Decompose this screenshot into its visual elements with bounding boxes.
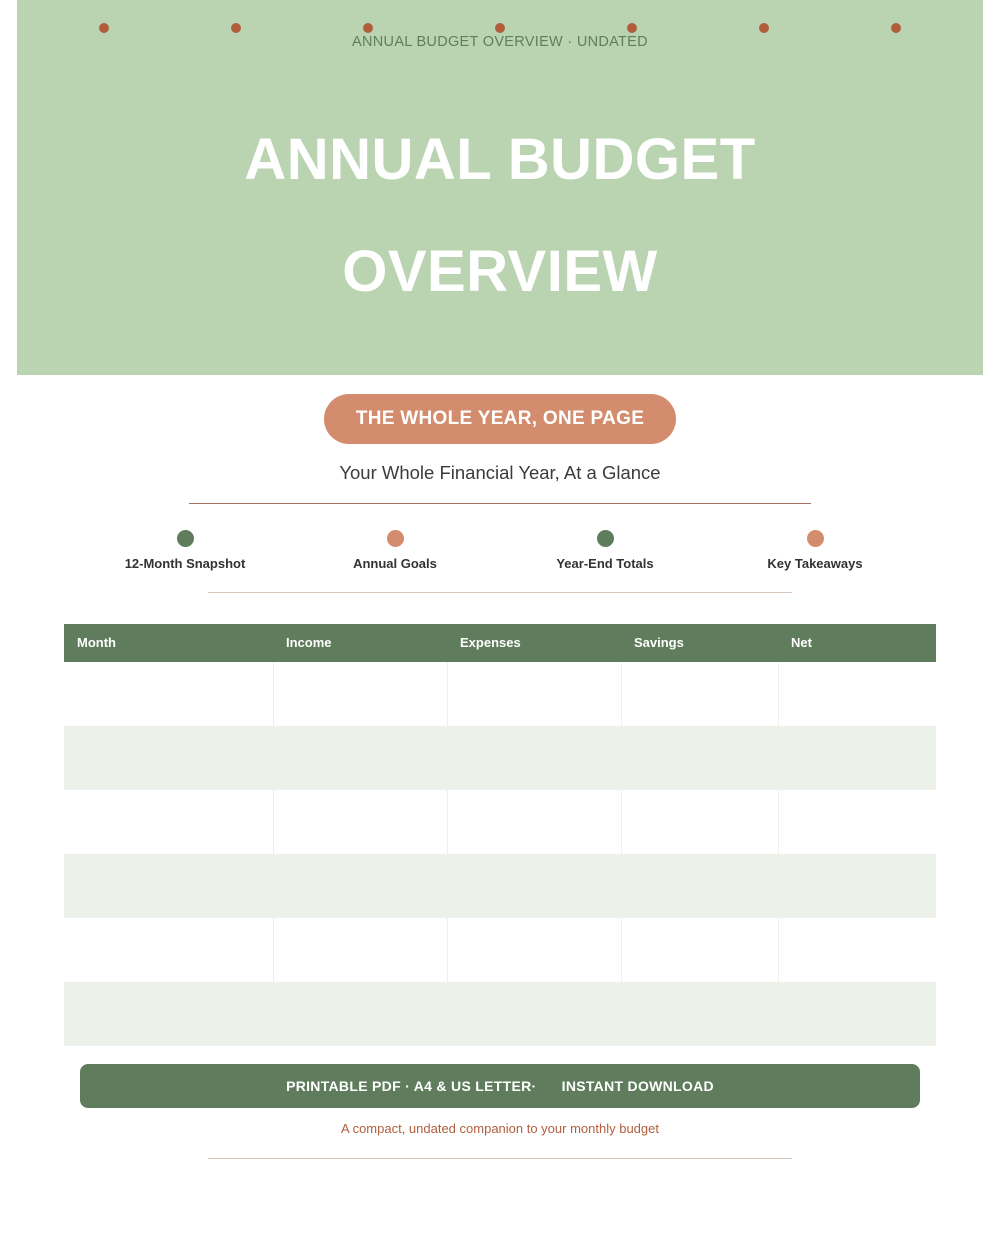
table-row (64, 982, 936, 1046)
decorative-dot (495, 23, 505, 33)
decorative-dot (99, 23, 109, 33)
cell-divider (273, 918, 274, 982)
feature-dot-icon (807, 530, 824, 547)
feature-annual-goals (285, 530, 505, 571)
column-header-savings: Savings (634, 635, 684, 650)
divider (189, 503, 811, 504)
feature-key-takeaways (705, 530, 925, 571)
cell-divider (778, 662, 779, 726)
cell-divider (621, 918, 622, 982)
cell-divider (621, 662, 622, 726)
table-row (64, 790, 936, 854)
tagline: A compact, undated companion to your monthly budget (341, 1121, 659, 1136)
decorative-dot (231, 23, 241, 33)
format-banner (80, 1064, 920, 1108)
eyebrow-text: ANNUAL BUDGET OVERVIEW · UNDATED (352, 34, 648, 50)
decorative-dot (759, 23, 769, 33)
cell-divider (621, 790, 622, 854)
decorative-dot-row (17, 23, 983, 33)
decorative-dot (627, 23, 637, 33)
cell-divider (447, 662, 448, 726)
feature-12-month-snapshot (75, 530, 295, 571)
feature-label: 12-Month Snapshot (124, 556, 246, 571)
highlight-pill: THE WHOLE YEAR, ONE PAGE (324, 394, 676, 444)
cell-divider (447, 790, 448, 854)
column-header-net: Net (791, 635, 812, 650)
feature-label: Year-End Totals (556, 556, 654, 571)
page-title-line-1: ANNUAL BUDGET (244, 127, 756, 192)
table-row (64, 726, 936, 790)
column-header-month: Month (77, 635, 116, 650)
column-header-income: Income (286, 635, 332, 650)
table-row (64, 662, 936, 726)
divider (208, 592, 792, 593)
decorative-dot (891, 23, 901, 33)
decorative-dot (363, 23, 373, 33)
banner-format-text: PRINTABLE PDF · A4 & US LETTER· (286, 1078, 537, 1094)
table-row (64, 918, 936, 982)
page-title (17, 104, 983, 328)
feature-label: Key Takeaways (767, 556, 863, 571)
feature-year-end-totals (495, 530, 715, 571)
cell-divider (273, 662, 274, 726)
hero-header (17, 0, 983, 375)
page-title-line-2: OVERVIEW (342, 239, 658, 304)
budget-table-header (64, 624, 936, 662)
divider (208, 1158, 792, 1159)
column-header-expenses: Expenses (460, 635, 521, 650)
cell-divider (447, 918, 448, 982)
banner-download-text: INSTANT DOWNLOAD (561, 1078, 714, 1094)
feature-dot-icon (597, 530, 614, 547)
cell-divider (778, 918, 779, 982)
table-row (64, 854, 936, 918)
subtitle: Your Whole Financial Year, At a Glance (339, 462, 661, 483)
feature-dot-icon (387, 530, 404, 547)
cell-divider (273, 790, 274, 854)
feature-label: Annual Goals (353, 556, 437, 571)
cell-divider (778, 790, 779, 854)
feature-dot-icon (177, 530, 194, 547)
